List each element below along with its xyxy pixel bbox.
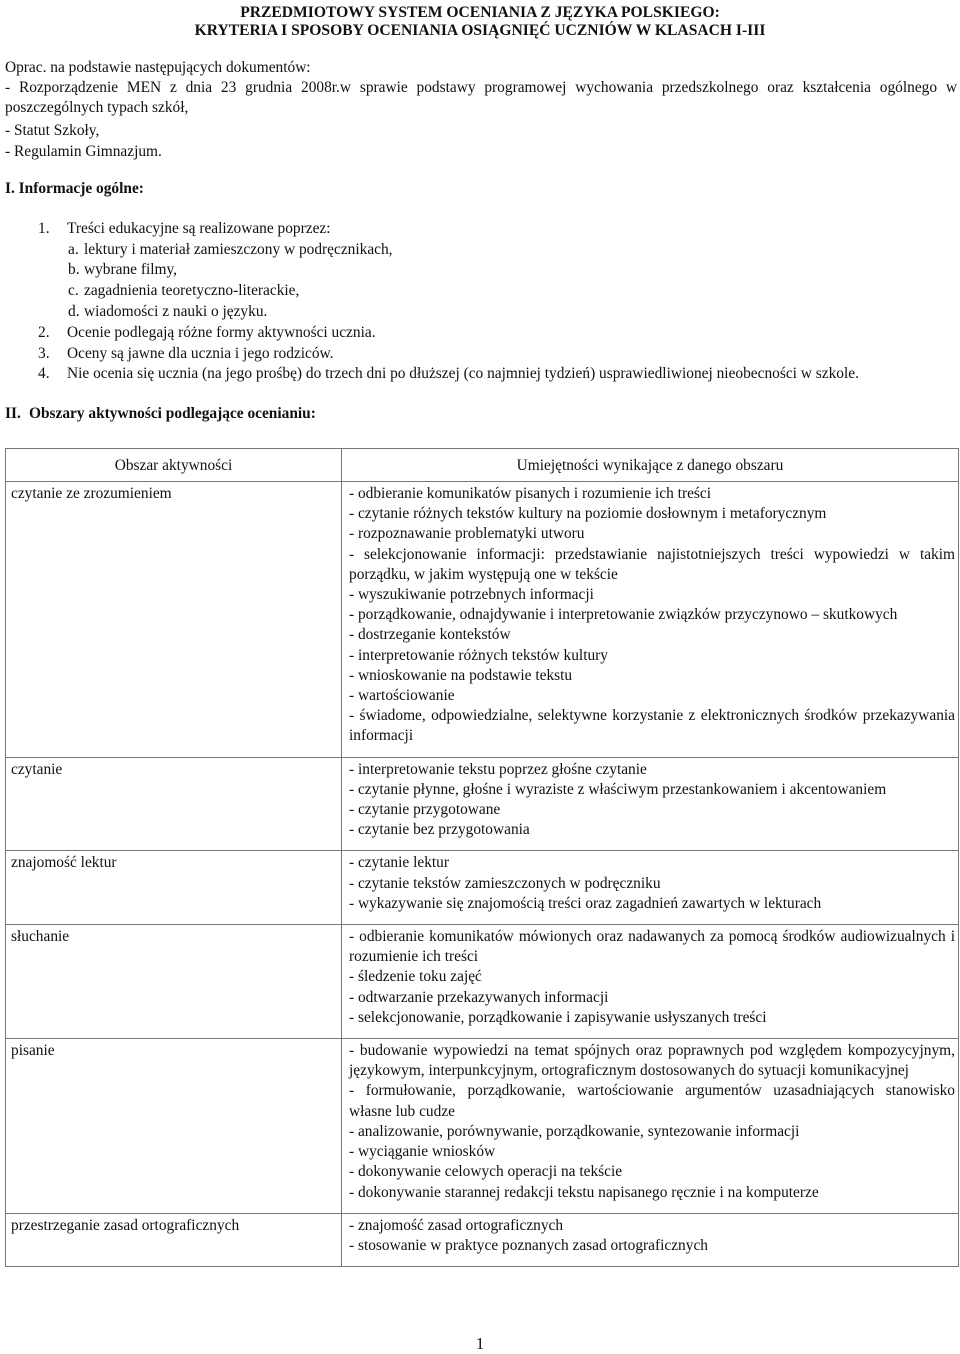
activity-areas-table	[5, 448, 959, 1267]
intro-line-4: - Regulamin Gimnazjum.	[5, 143, 162, 160]
list-item-text: Treści edukacyjne są realizowane poprzez:	[67, 220, 331, 237]
intro-line-2: - Rozporządzenie MEN z dnia 23 grudnia 2008r.w sprawie podstawy programowej wychowania przedszkolnego oraz kształcenia ogólnego w poszczególnych typach szkół,	[5, 79, 957, 116]
skill-item: - analizowanie, porównywanie, porządkowanie, syntezowanie informacji	[349, 1122, 800, 1140]
skills-cell	[342, 482, 959, 758]
list-item-text: Nie ocenia się ucznia (na jego prośbę) do trzech dni po dłuższej (co najmniej tydzień) usprawiedliwionej nieobecności w szkole.	[67, 365, 859, 382]
list-item-number: 1.	[38, 220, 50, 237]
skill-item: - wykazywanie się znajomością treści oraz zagadnień zawartych w lekturach	[349, 894, 822, 912]
skill-item: - stosowanie w praktyce poznanych zasad ortograficznych	[349, 1236, 708, 1254]
skill-item: - selekcjonowanie informacji: przedstawianie najistotniejszych treści wypowiedzi w takim porządku, w jakim występują one w tekście	[349, 545, 955, 583]
list-item-text: Oceny są jawne dla ucznia i jego rodziców.	[67, 345, 334, 362]
list-item-text: Ocenie podlegają różne formy aktywności ucznia.	[67, 324, 376, 341]
list-item	[68, 260, 177, 280]
skill-item: - czytanie bez przygotowania	[349, 821, 530, 839]
skill-item: - budowanie wypowiedzi na temat spójnych oraz poprawnych pod względem kompozycyjnym, językowym, interpunkcyjnym, ortograficznym dostosowanych do sytuacji komunikacyjnej	[349, 1042, 955, 1080]
list-item-letter: a.	[68, 241, 79, 258]
list-item-number: 2.	[38, 324, 50, 341]
skills-cell	[342, 925, 959, 1039]
list-item	[38, 323, 376, 343]
skill-item: - wartościowanie	[349, 687, 455, 705]
list-item-letter: c.	[68, 282, 79, 299]
list-item-text: wiadomości z nauki o języku.	[84, 303, 268, 320]
list-item	[38, 219, 331, 239]
intro-line-3: - Statut Szkoły,	[5, 122, 100, 139]
skill-item: - śledzenie toku zajęć	[349, 968, 482, 986]
table-row	[6, 851, 959, 925]
skill-item: - dostrzeganie kontekstów	[349, 626, 511, 644]
skills-cell	[342, 757, 959, 851]
list-item-letter: d.	[68, 303, 80, 320]
table-row	[6, 1213, 959, 1266]
area-cell: słuchanie	[6, 925, 342, 1039]
skill-item: - czytanie przygotowane	[349, 801, 501, 819]
section-2-number: II.	[5, 405, 21, 422]
skill-item: - dokonywanie celowych operacji na tekście	[349, 1163, 623, 1181]
list-item	[68, 302, 267, 322]
list-item-letter: b.	[68, 261, 80, 278]
table-row	[6, 1039, 959, 1214]
list-item-text: wybrane filmy,	[84, 261, 178, 278]
skill-item: - odbieranie komunikatów mówionych oraz nadawanych za pomocą środków audiowizualnych i rozumienie ich treści	[349, 928, 955, 966]
skill-item: - selekcjonowanie, porządkowanie i zapisywanie usłyszanych treści	[349, 1008, 767, 1026]
table-header-row	[6, 449, 959, 482]
skills-cell	[342, 1039, 959, 1214]
section-2-heading	[5, 404, 316, 424]
intro-line-1: Oprac. na podstawie następujących dokumentów:	[5, 59, 311, 76]
list-item-number: 4.	[38, 365, 50, 382]
table-row	[6, 482, 959, 758]
document-title: PRZEDMIOTOWY SYSTEM OCENIANIA Z JĘZYKA POLSKIEGO:	[240, 4, 720, 21]
skill-item: - odbieranie komunikatów pisanych i rozumienie ich treści	[349, 485, 711, 502]
skills-cell	[342, 1213, 959, 1266]
skill-item: - wyszukiwanie potrzebnych informacji	[349, 586, 594, 604]
list-item	[68, 281, 299, 301]
section-2-title: Obszary aktywności podlegające ocenianiu:	[29, 405, 316, 422]
list-item-text: zagadnienia teoretyczno-literackie,	[84, 282, 300, 299]
list-item-text: lektury i materiał zamieszczony w podręcznikach,	[84, 241, 393, 258]
skill-item: - odtwarzanie przekazywanych informacji	[349, 988, 609, 1006]
skill-item: - rozpoznawanie problematyki utworu	[349, 525, 585, 543]
table-body	[6, 482, 959, 1267]
section-1-heading: I. Informacje ogólne:	[5, 180, 144, 197]
area-cell: pisanie	[6, 1039, 342, 1214]
list-item-number: 3.	[38, 345, 50, 362]
table-row	[6, 925, 959, 1039]
skill-item: - dokonywanie starannej redakcji tekstu napisanego ręcznie i na komputerze	[349, 1183, 819, 1201]
page-number: 1	[475, 1334, 485, 1353]
skill-item: - wnioskowanie na podstawie tekstu	[349, 666, 573, 684]
skill-item: - interpretowanie tekstu poprzez głośne czytanie	[349, 760, 647, 778]
area-cell: czytanie	[6, 757, 342, 851]
table-row	[6, 757, 959, 851]
skill-item: - interpretowanie różnych tekstów kultury	[349, 646, 608, 664]
skill-item: - świadome, odpowiedzialne, selektywne korzystanie z elektronicznych środków przekazywania informacji	[349, 707, 955, 745]
skill-item: - czytanie lektur	[349, 854, 449, 872]
skill-item: - porządkowanie, odnajdywanie i interpretowanie związków przyczynowo – skutkowych	[349, 606, 898, 624]
column-header-area: Obszar aktywności	[6, 449, 342, 482]
column-header-skills: Umiejętności wynikające z danego obszaru	[342, 449, 959, 482]
skill-item: - czytanie różnych tekstów kultury na poziomie dosłownym i metaforycznym	[349, 505, 827, 523]
list-item	[68, 240, 393, 260]
skill-item: - wyciąganie wniosków	[349, 1143, 496, 1161]
area-cell: czytanie ze zrozumieniem	[6, 482, 342, 758]
list-item	[38, 344, 334, 364]
skill-item: - czytanie płynne, głośne i wyraziste z właściwym przestankowaniem i akcentowaniem	[349, 780, 887, 798]
skills-cell	[342, 851, 959, 925]
skill-item: - znajomość zasad ortograficznych	[349, 1216, 564, 1234]
area-cell: przestrzeganie zasad ortograficznych	[6, 1213, 342, 1266]
skill-item: - formułowanie, porządkowanie, wartościowanie argumentów uzasadniających stanowisko własne lub cudze	[349, 1082, 955, 1120]
area-cell: znajomość lektur	[6, 851, 342, 925]
skill-item: - czytanie tekstów zamieszczonych w podręczniku	[349, 874, 661, 892]
document-subtitle: KRYTERIA I SPOSOBY OCENIANIA OSIĄGNIĘĆ UCZNIÓW W KLASACH I-III	[194, 22, 766, 39]
